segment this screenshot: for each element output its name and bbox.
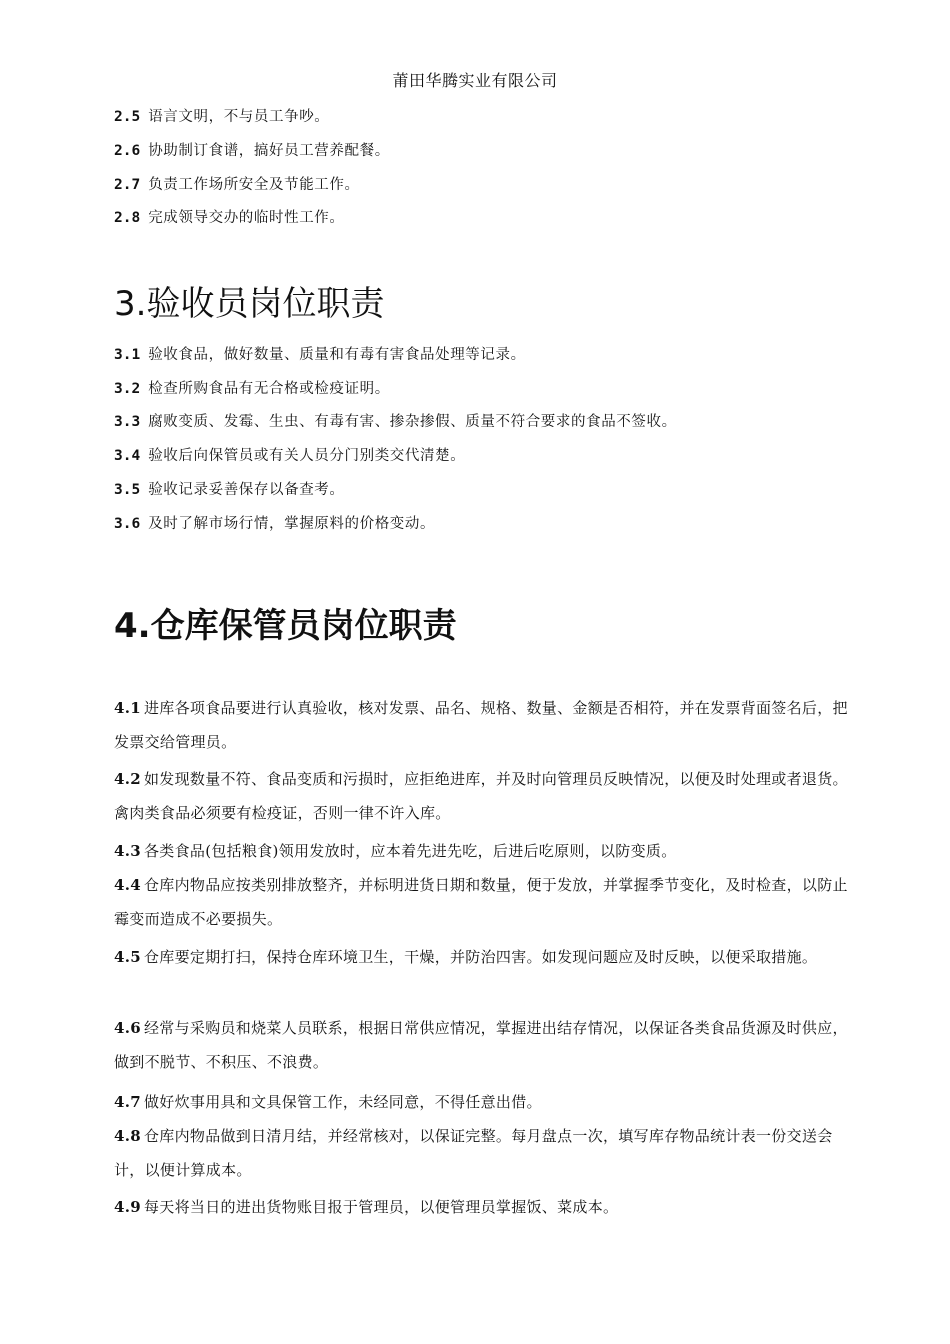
- paragraph: [114, 940, 850, 974]
- item-text: 进库各项食品要进行认真验收，核对发票、品名、规格、数量、金额是否相符，并在发票背面签名后，把发票交给管理员。: [114, 699, 848, 751]
- item-number: 4.7: [114, 1093, 141, 1111]
- item-text: 每天将当日的进出货物账目报于管理员，以便管理员掌握饭、菜成本。: [144, 1198, 619, 1216]
- item-text: 负责工作场所安全及节能工作。: [148, 177, 360, 193]
- paragraph: [114, 762, 850, 830]
- item-number: 2.5: [114, 109, 141, 125]
- item-text: 验收食品，做好数量、质量和有毒有害食品处理等记录。: [148, 347, 526, 363]
- item-number: 4.2: [114, 770, 141, 788]
- paragraph: [114, 1190, 850, 1224]
- list-item: [114, 478, 345, 499]
- list-item: [114, 105, 329, 126]
- item-text: 验收记录妥善保存以备查考。: [148, 482, 345, 498]
- list-item: [114, 173, 360, 194]
- item-text: 验收后向保管员或有关人员分门别类交代清楚。: [148, 448, 466, 464]
- paragraph: [114, 1119, 850, 1187]
- item-number: 4.4: [114, 876, 141, 894]
- list-item: [114, 512, 435, 533]
- item-number: 4.6: [114, 1019, 141, 1037]
- item-text: 仓库内物品应按类别排放整齐，并标明进货日期和数量，便于发放，并掌握季节变化，及时检查，以防止霉变而造成不必要损失。: [114, 876, 848, 928]
- item-text: 语言文明，不与员工争吵。: [148, 109, 330, 125]
- list-item: [114, 410, 677, 431]
- item-number: 4.5: [114, 948, 141, 966]
- item-number: 4.9: [114, 1198, 141, 1216]
- list-item: [114, 343, 526, 364]
- list-item: [114, 206, 345, 227]
- list-item: [114, 377, 390, 398]
- paragraph: [114, 1011, 850, 1079]
- item-number: 4.3: [114, 842, 141, 860]
- item-text: 如发现数量不符、食品变质和污损时，应拒绝进库，并及时向管理员反映情况，以便及时处理或者退货。禽肉类食品必须要有检疫证，否则一律不许入库。: [114, 770, 848, 822]
- item-text: 及时了解市场行情，掌握原料的价格变动。: [148, 516, 436, 532]
- item-number: 2.7: [114, 177, 141, 193]
- paragraph: [114, 1085, 850, 1119]
- list-item: [114, 444, 465, 465]
- item-text: 腐败变质、发霉、生虫、有毒有害、掺杂掺假、质量不符合要求的食品不签收。: [148, 414, 677, 430]
- item-number: 3.3: [114, 414, 141, 430]
- item-text: 各类食品(包括粮食)领用发放时，应本着先进先吃，后进后吃原则，以防变质。: [144, 842, 677, 860]
- item-text: 完成领导交办的临时性工作。: [148, 210, 345, 226]
- item-text: 协助制订食谱，搞好员工营养配餐。: [148, 143, 390, 159]
- item-text: 做好炊事用具和文具保管工作，未经同意，不得任意出借。: [144, 1093, 542, 1111]
- item-text: 仓库内物品做到日清月结，并经常核对，以保证完整。每月盘点一次，填写库存物品统计表一份交送会计，以便计算成本。: [114, 1127, 833, 1179]
- paragraph: [114, 834, 850, 868]
- page-header: 莆田华腾实业有限公司: [392, 71, 558, 90]
- item-text: 仓库要定期打扫，保持仓库环境卫生，干燥，并防治四害。如发现问题应及时反映，以便采取措施。: [144, 948, 818, 966]
- item-number: 2.6: [114, 143, 141, 159]
- item-number: 3.6: [114, 516, 141, 532]
- item-text: 经常与采购员和烧菜人员联系，根据日常供应情况，掌握进出结存情况，以保证各类食品货源及时供应，做到不脱节、不积压、不浪费。: [114, 1019, 848, 1071]
- list-item: [114, 139, 390, 160]
- paragraph: [114, 691, 850, 759]
- item-number: 3.5: [114, 482, 141, 498]
- section-heading: 4.仓库保管员岗位职责: [114, 606, 457, 646]
- item-number: 3.2: [114, 381, 141, 397]
- section-heading: 3.验收员岗位职责: [114, 284, 385, 324]
- paragraph: [114, 868, 850, 936]
- item-number: 3.1: [114, 347, 141, 363]
- item-number: 4.8: [114, 1127, 141, 1145]
- item-number: 2.8: [114, 210, 141, 226]
- item-number: 4.1: [114, 699, 141, 717]
- item-text: 检查所购食品有无合格或检疫证明。: [148, 381, 390, 397]
- item-number: 3.4: [114, 448, 141, 464]
